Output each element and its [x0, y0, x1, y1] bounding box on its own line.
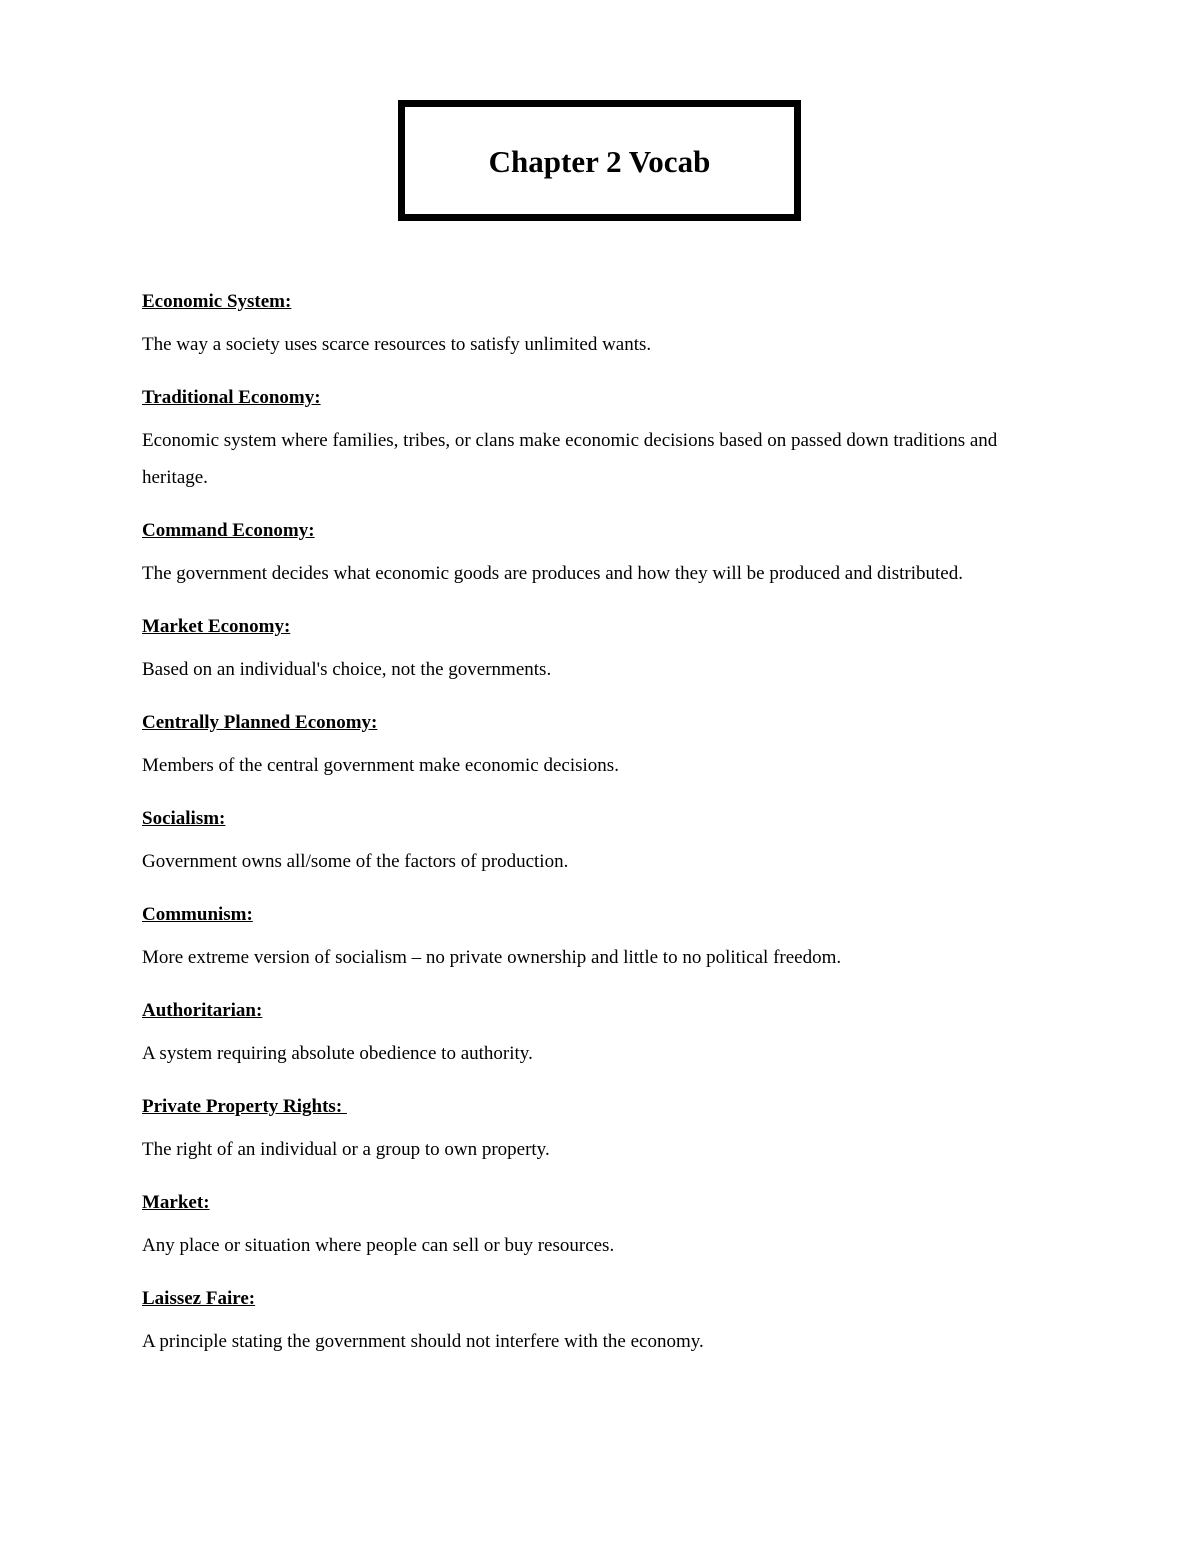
vocab-term: Authoritarian: — [142, 1000, 263, 1021]
vocab-definition: A principle stating the government should not interfere with the economy. — [142, 1331, 704, 1352]
vocab-definition: Based on an individual's choice, not the governments. — [142, 659, 552, 680]
vocab-term: Market Economy: — [142, 616, 291, 637]
vocab-definition: The government decides what economic goods are produces and how they will be produced and distributed. — [142, 563, 963, 584]
vocab-definition: Members of the central government make economic decisions. — [142, 755, 619, 776]
vocab-entry — [142, 385, 1022, 496]
vocab-term: Laissez Faire: — [142, 1288, 256, 1309]
vocab-entry — [142, 998, 1022, 1072]
vocab-entry — [142, 1286, 1022, 1360]
vocab-definition: The way a society uses scarce resources to satisfy unlimited wants. — [142, 334, 652, 355]
vocab-entry — [142, 289, 1022, 363]
vocab-definition: A system requiring absolute obedience to authority. — [142, 1043, 533, 1064]
vocab-term: Socialism: — [142, 808, 226, 829]
vocab-term: Private Property Rights: — [142, 1096, 347, 1117]
page-title: Chapter 2 Vocab — [488, 144, 711, 179]
vocab-list — [142, 289, 1022, 1382]
vocab-term: Market: — [142, 1192, 210, 1213]
vocab-term: Traditional Economy: — [142, 387, 321, 408]
vocab-definition: The right of an individual or a group to own property. — [142, 1139, 550, 1160]
vocab-entry — [142, 518, 1022, 592]
vocab-definition: More extreme version of socialism – no private ownership and little to no political freedom. — [142, 947, 842, 968]
vocab-term: Communism: — [142, 904, 253, 925]
vocab-entry — [142, 614, 1022, 688]
vocab-term: Command Economy: — [142, 520, 315, 541]
vocab-entry — [142, 902, 1022, 976]
vocab-definition: Any place or situation where people can sell or buy resources. — [142, 1235, 615, 1256]
vocab-definition: Economic system where families, tribes, or clans make economic decisions based on passed down traditions and heritage. — [142, 430, 998, 488]
title-box — [398, 100, 801, 221]
vocab-entry — [142, 806, 1022, 880]
vocab-term: Centrally Planned Economy: — [142, 712, 378, 733]
vocab-definition: Government owns all/some of the factors of production. — [142, 851, 569, 872]
vocab-term: Economic System: — [142, 291, 292, 312]
vocab-entry — [142, 710, 1022, 784]
vocab-entry — [142, 1190, 1022, 1264]
vocab-entry — [142, 1094, 1022, 1168]
